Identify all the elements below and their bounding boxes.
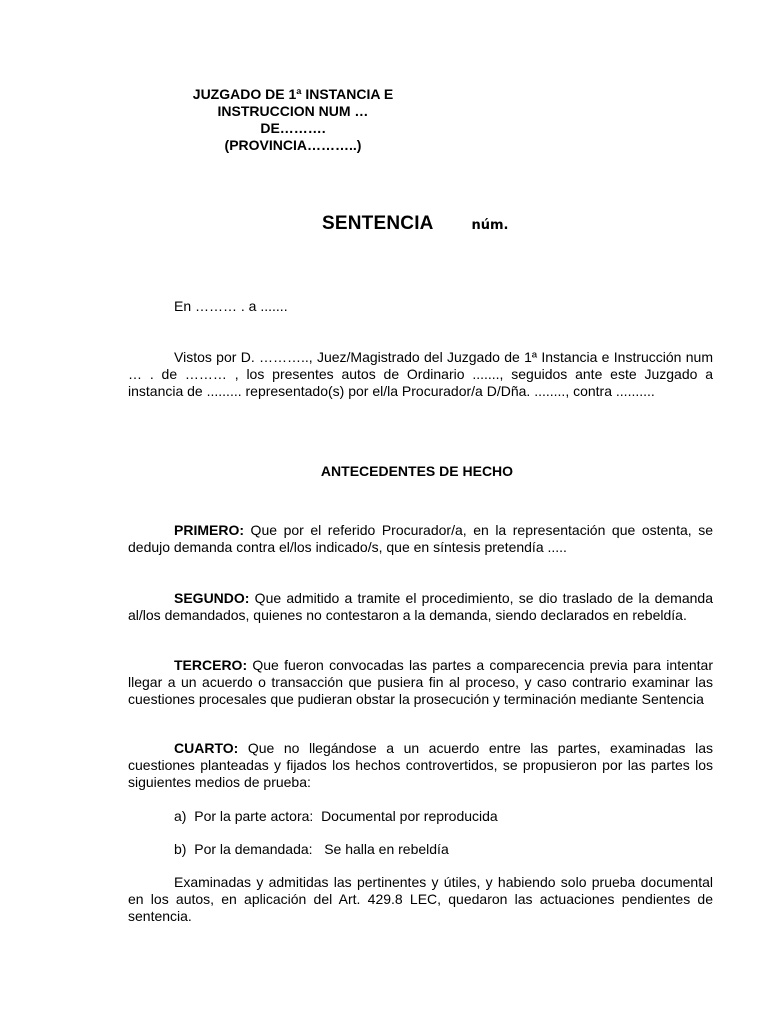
court-header-line-4: (PROVINCIA………..) (224, 137, 362, 153)
list-item-b: b) Por la demandada: Se halla en rebeldía (174, 841, 449, 857)
tercero-paragraph (128, 657, 713, 707)
court-header-line-3: DE………. (260, 120, 326, 136)
vistos-paragraph: Vistos por D. ……….., Juez/Magistrado del Juzgado de 1ª Instancia e Instrucción num … . de ……… , los presentes autos de Ordinario ......., seguidos ante este Juzgado a instancia de ......... representado(s) por el/la Procurador/a D/Dña. ........, contra .......... (128, 349, 713, 399)
primero-paragraph (128, 522, 713, 556)
primero-label: PRIMERO: (174, 522, 244, 538)
cuarto-paragraph (128, 740, 713, 790)
cuarto-text: Que no llegándose a un acuerdo entre las partes, examinadas las cuestiones planteadas y fijados los hechos controvertidos, se propusieron por las partes los siguientes medios de prueba: (128, 740, 713, 790)
segundo-label: SEGUNDO: (174, 590, 250, 606)
tercero-text: Que fueron convocadas las partes a comparecencia previa para intentar llegar a un acuerdo o transacción que pusiera fin al proceso, y caso contrario examinar las cuestiones procesales que pudieran obstar la prosecución y terminación mediante Sentencia (128, 657, 713, 707)
place-date-line: En ……… . a ....... (174, 298, 288, 314)
tercero-label: TERCERO: (174, 657, 248, 673)
segundo-text: Que admitido a tramite el procedimiento, se dio traslado de la demanda al/los demandados, quienes no contestaron a la demanda, siendo declarados en rebeldía. (128, 590, 713, 623)
title-sentencia: SENTENCIA (322, 213, 434, 234)
court-header (178, 86, 408, 154)
segundo-paragraph (128, 590, 713, 624)
title-number: núm. (471, 218, 509, 233)
section-heading-antecedentes: ANTECEDENTES DE HECHO (320, 463, 514, 479)
final-paragraph: Examinadas y admitidas las pertinentes y útiles, y habiendo solo prueba documental en los autos, en aplicación del Art. 429.8 LEC, quedaron las actuaciones pendientes de sentencia. (128, 874, 713, 924)
cuarto-label: CUARTO: (174, 740, 239, 756)
document-title (322, 213, 509, 235)
court-header-line-1: JUZGADO DE 1ª INSTANCIA E (192, 86, 394, 102)
primero-text: Que por el referido Procurador/a, en la representación que ostenta, se dedujo demanda contra el/los indicado/s, que en síntesis pretendía ..... (128, 522, 713, 555)
court-header-line-2: INSTRUCCION NUM … (217, 103, 369, 119)
list-item-a: a) Por la parte actora: Documental por reproducida (174, 808, 498, 824)
